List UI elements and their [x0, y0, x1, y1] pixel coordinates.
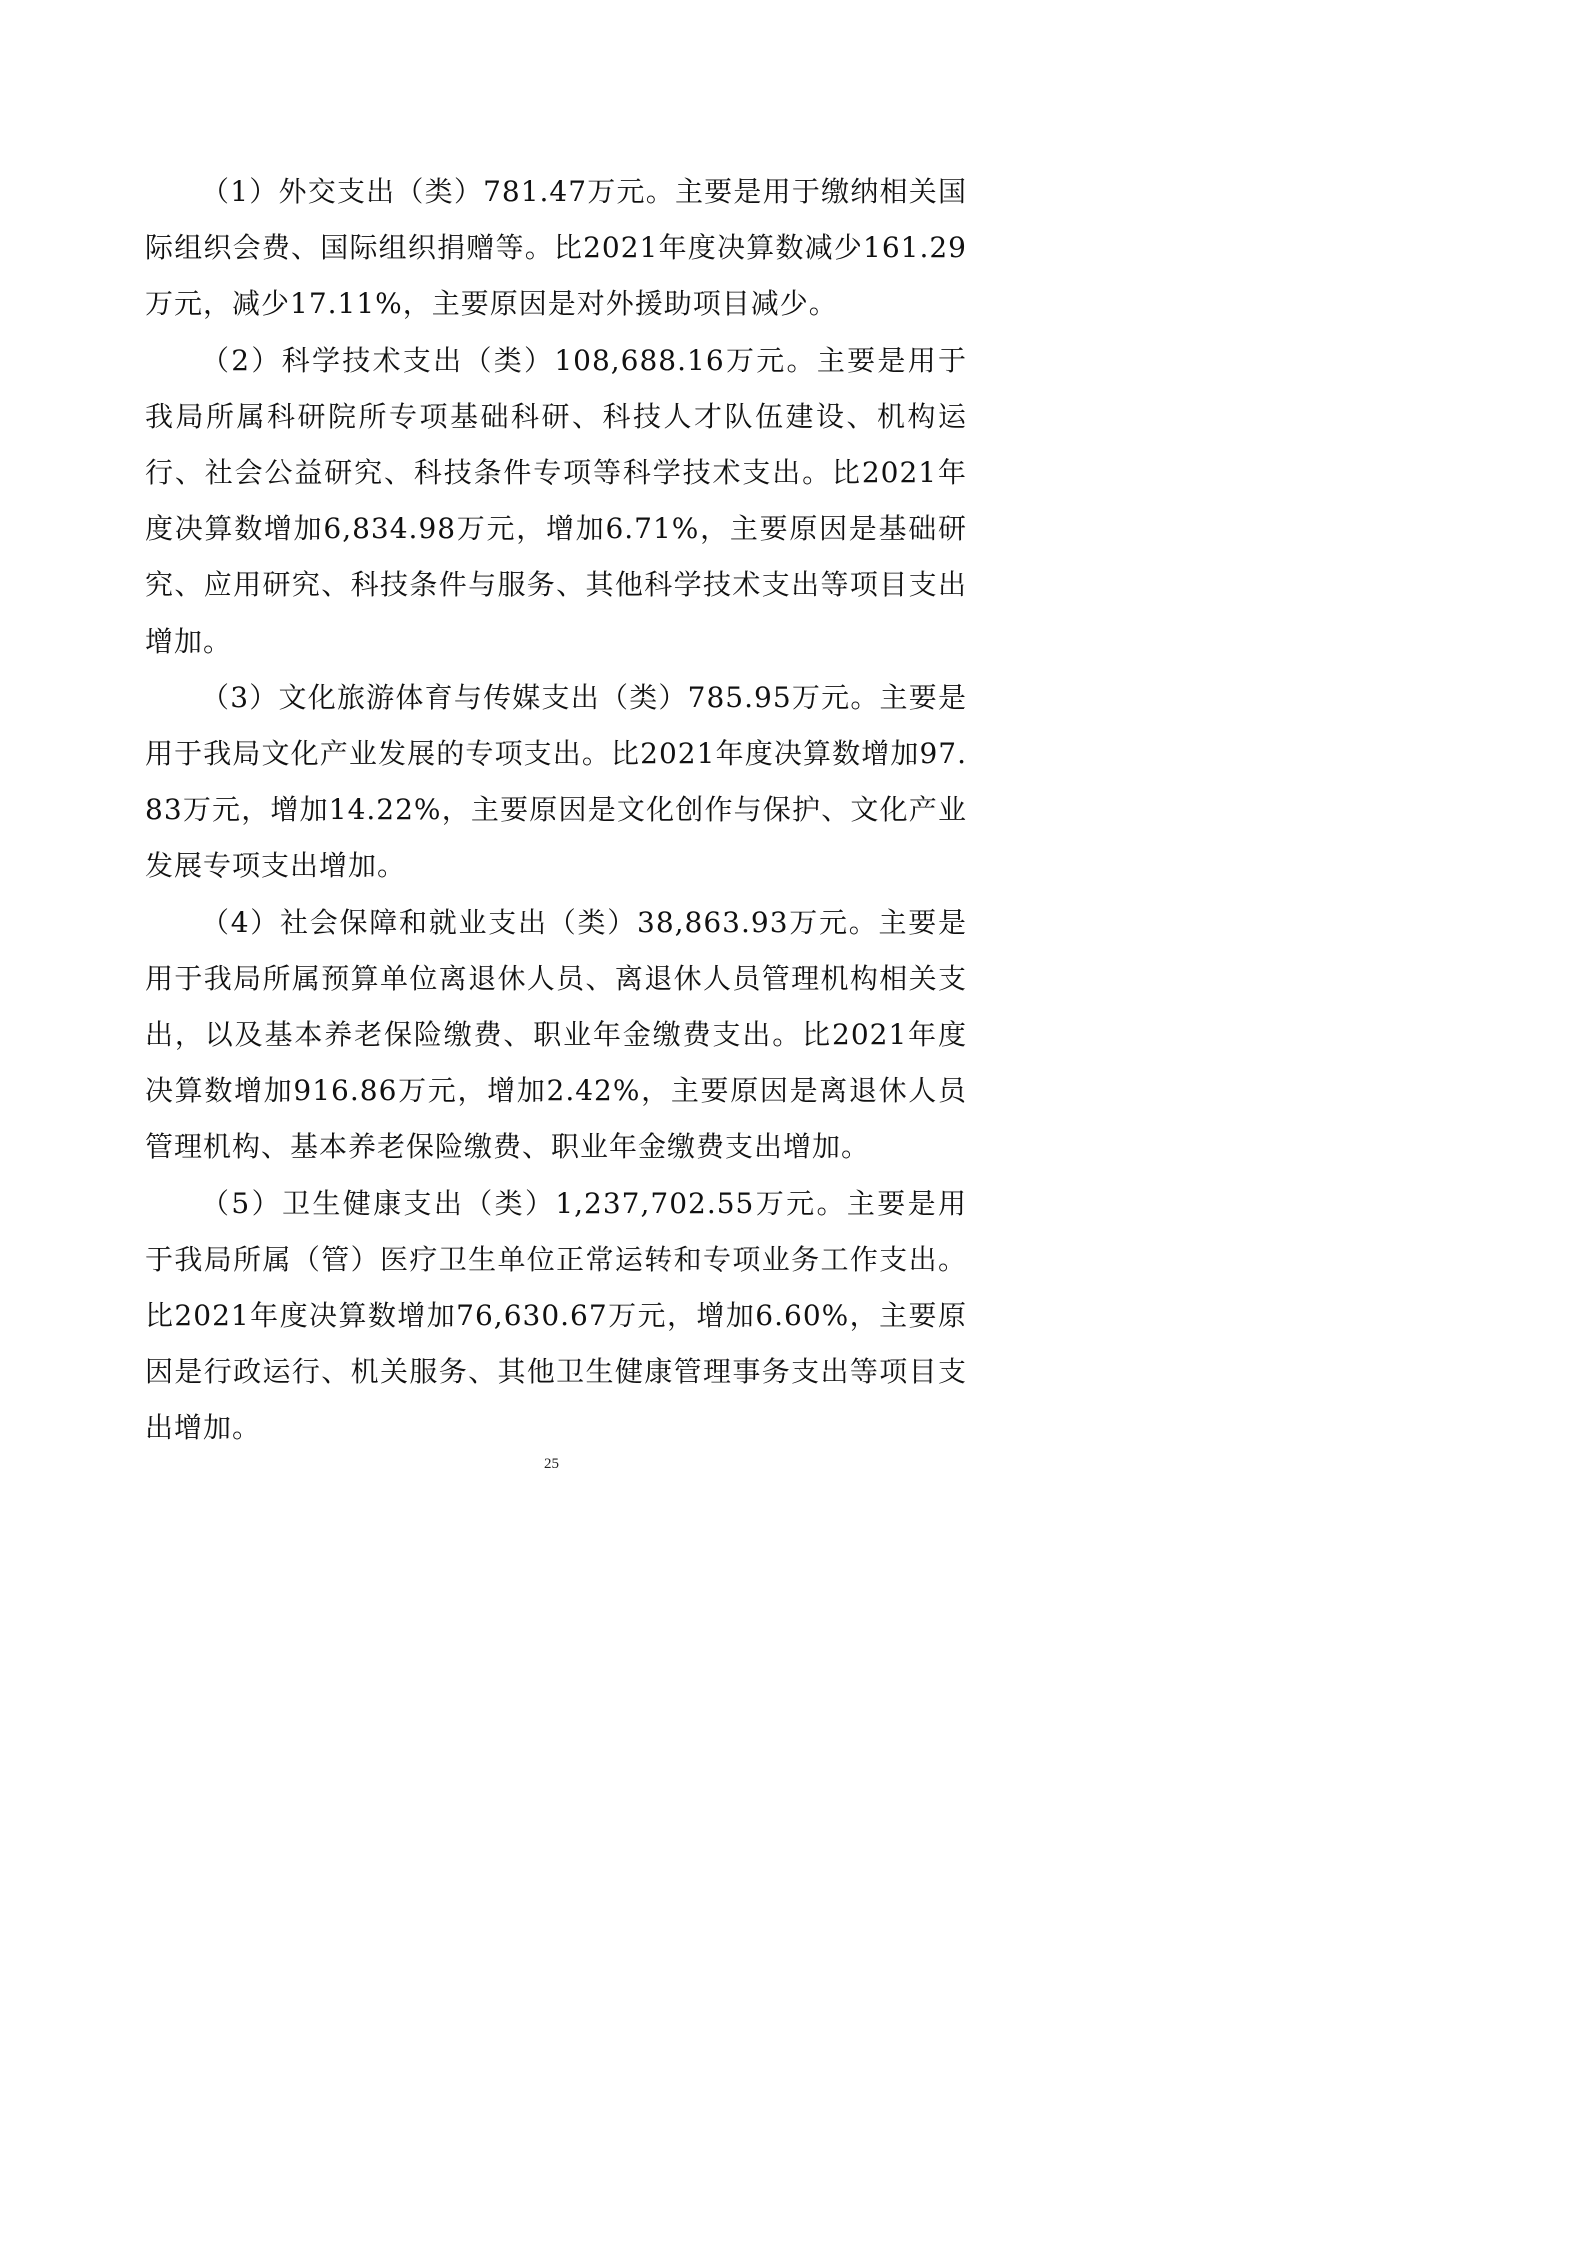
page-number: 25	[544, 1456, 559, 1472]
paragraph-social-security-employment-expenditure: （4）社会保障和就业支出（类）38,863.93万元。主要是用于我局所属预算单位离退休人员、离退休人员管理机构相关支出，以及基本养老保险缴费、职业年金缴费支出。比2021年度决算数增加916.86万元，增加2.42%，主要原因是离退休人员管理机构、基本养老保险缴费、职业年金缴费支出增加。	[145, 905, 967, 1164]
paragraph-science-technology-expenditure: （2）科学技术支出（类）108,688.16万元。主要是用于我局所属科研院所专项基础科研、科技人才队伍建设、机构运行、社会公益研究、科技条件专项等科学技术支出。比2021年度决算数增加6,834.98万元，增加6.71%，主要原因是基础研究、应用研究、科技条件与服务、其他科学技术支出等项目支出增加。	[145, 343, 967, 658]
body-text	[145, 164, 967, 1457]
paragraph-health-expenditure: （5）卫生健康支出（类）1,237,702.55万元。主要是用于我局所属（管）医疗卫生单位正常运转和专项业务工作支出。比2021年度决算数增加76,630.67万元，增加6.60%，主要原因是行政运行、机关服务、其他卫生健康管理事务支出等项目支出增加。	[145, 1186, 967, 1445]
paragraph-culture-tourism-sports-media-expenditure: （3）文化旅游体育与传媒支出（类）785.95万元。主要是用于我局文化产业发展的专项支出。比2021年度决算数增加97.83万元，增加14.22%，主要原因是文化创作与保护、文化产业发展专项支出增加。	[145, 680, 967, 883]
paragraph-foreign-affairs-expenditure: （1）外交支出（类）781.47万元。主要是用于缴纳相关国际组织会费、国际组织捐赠等。比2021年度决算数减少161.29万元，减少17.11%，主要原因是对外援助项目减少。	[145, 175, 967, 321]
document-page	[0, 0, 1103, 1559]
